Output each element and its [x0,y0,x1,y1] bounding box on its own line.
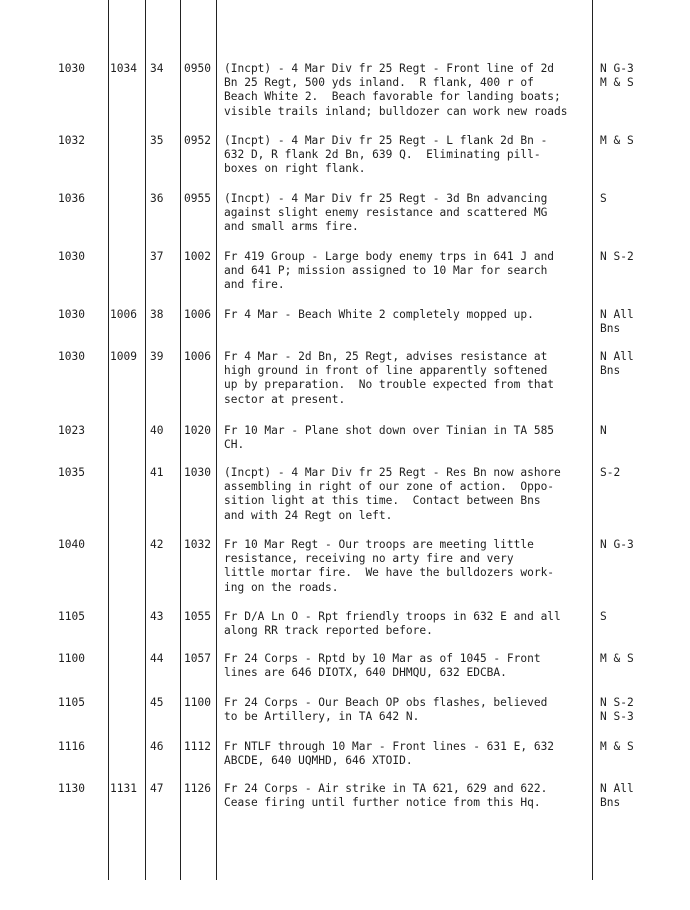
time-of-message: 1057 [184,652,211,665]
message-line: resistance, receiving no arty fire and very [224,552,514,566]
time-of-message: 0950 [184,62,211,75]
message-line: sition light at this time. Contact between Bns [224,494,541,508]
distribution-line: N All [600,350,634,363]
distribution-line: S [600,192,607,205]
distribution [600,250,645,264]
time-of-message: 1055 [184,610,211,623]
distribution [600,192,645,206]
distribution-line: N [600,424,607,437]
message-line: high ground in front of line apparently softened [224,364,548,378]
message-line: up by preparation. No trouble expected from that [224,378,555,392]
message-line: Fr 10 Mar Regt - Our troops are meeting little [224,538,534,551]
message-text [224,610,594,638]
message-text [224,466,594,523]
distribution [600,782,645,810]
message-line: Fr 24 Corps - Air strike in TA 621, 629 and 622. [224,782,548,795]
time-of-message: 1006 [184,350,211,363]
message-text [224,652,594,680]
time-alternate: 1034 [110,62,137,75]
distribution [600,134,645,148]
time-received: 1105 [58,696,85,709]
distribution-line: Bns [600,796,621,810]
serial-number: 34 [150,62,164,75]
message-line: Fr D/A Ln O - Rpt friendly troops in 632 E and all [224,610,561,623]
serial-number: 45 [150,696,164,709]
serial-number: 46 [150,740,164,753]
serial-number: 37 [150,250,164,263]
time-received: 1035 [58,466,85,479]
message-text [224,308,594,322]
distribution-line: M & S [600,740,634,753]
distribution-line: N All [600,782,634,795]
serial-number: 43 [150,610,164,623]
serial-number: 47 [150,782,164,795]
distribution-line: M & S [600,134,634,147]
time-of-message: 0955 [184,192,211,205]
message-line: Fr 419 Group - Large body enemy trps in 641 J and [224,250,555,263]
time-alternate: 1009 [110,350,137,363]
time-received: 1105 [58,610,85,623]
distribution-line: N S-3 [600,710,634,724]
time-of-message: 1030 [184,466,211,479]
serial-number: 44 [150,652,164,665]
message-line: Fr 4 Mar - 2d Bn, 25 Regt, advises resistance at [224,350,548,363]
time-received: 1030 [58,308,85,321]
message-line: (Incpt) - 4 Mar Div fr 25 Regt - 3d Bn advancing [224,192,548,205]
distribution [600,740,645,754]
message-line: boxes on right flank. [224,162,366,176]
message-line: visible trails inland; bulldozer can work new roads [224,104,568,118]
message-text [224,134,594,177]
message-line: Fr 10 Mar - Plane shot down over Tinian in TA 585 [224,424,555,437]
message-text [224,740,594,768]
distribution-line: Bns [600,364,621,378]
serial-number: 35 [150,134,164,147]
message-text [224,782,594,810]
distribution [600,350,645,378]
time-received: 1030 [58,62,85,75]
distribution-line: Bns [600,322,621,336]
message-line: (Incpt) - 4 Mar Div fr 25 Regt - Front line of 2d [224,62,555,75]
message-line: Fr NTLF through 10 Mar - Front lines - 631 E, 632 [224,740,555,753]
time-of-message: 1100 [184,696,211,709]
distribution-line: N All [600,308,634,321]
message-text [224,192,594,235]
column-rule [180,0,181,880]
message-text [224,696,594,724]
message-line: along RR track reported before. [224,624,433,638]
message-line: Beach White 2. Beach favorable for landing boats; [224,90,561,104]
distribution [600,62,645,90]
serial-number: 40 [150,424,164,437]
distribution-line: N S-2 [600,250,634,263]
message-line: CH. [224,438,245,452]
message-line: Cease firing until further notice from this Hq. [224,796,541,810]
serial-number: 38 [150,308,164,321]
time-of-message: 1002 [184,250,211,263]
message-line: Fr 24 Corps - Our Beach OP obs flashes, believed [224,696,548,709]
time-received: 1040 [58,538,85,551]
time-of-message: 0952 [184,134,211,147]
time-received: 1116 [58,740,85,753]
message-line: sector at present. [224,392,346,406]
message-line: and small arms fire. [224,220,359,234]
message-line: against slight enemy resistance and scattered MG [224,206,548,220]
message-line: and 641 P; mission assigned to 10 Mar for search [224,264,548,278]
serial-number: 41 [150,466,164,479]
message-line: (Incpt) - 4 Mar Div fr 25 Regt - Res Bn now ashore [224,466,561,479]
message-line: 632 D, R flank 2d Bn, 639 Q. Eliminating pill- [224,148,541,162]
message-line: (Incpt) - 4 Mar Div fr 25 Regt - L flank 2d Bn - [224,134,548,147]
serial-number: 36 [150,192,164,205]
message-line: and fire. [224,278,285,292]
serial-number: 42 [150,538,164,551]
distribution [600,424,645,438]
column-rule [216,0,217,880]
time-of-message: 1126 [184,782,211,795]
time-of-message: 1032 [184,538,211,551]
time-alternate: 1131 [110,782,137,795]
time-of-message: 1112 [184,740,211,753]
time-received: 1023 [58,424,85,437]
distribution [600,538,645,552]
time-of-message: 1020 [184,424,211,437]
message-line: Bn 25 Regt, 500 yds inland. R flank, 400 r of [224,76,534,90]
column-rule [108,0,109,880]
serial-number: 39 [150,350,164,363]
message-line: to be Artillery, in TA 642 N. [224,710,420,724]
message-line: ing on the roads. [224,580,339,594]
time-received: 1130 [58,782,85,795]
time-of-message: 1006 [184,308,211,321]
distribution-line: M & S [600,652,634,665]
message-line: Fr 4 Mar - Beach White 2 completely mopped up. [224,308,534,321]
message-line: Fr 24 Corps - Rptd by 10 Mar as of 1045 - Front [224,652,541,665]
distribution-line: S-2 [600,466,621,479]
time-received: 1030 [58,250,85,263]
message-text [224,62,594,119]
message-text [224,424,594,452]
distribution-line: N G-3 [600,62,634,75]
distribution [600,696,645,724]
time-received: 1032 [58,134,85,147]
distribution [600,610,645,624]
distribution-line: M & S [600,76,634,90]
message-line: assembling in right of our zone of action. Oppo- [224,480,555,494]
time-received: 1100 [58,652,85,665]
time-alternate: 1006 [110,308,137,321]
distribution [600,308,645,336]
distribution-line: N S-2 [600,696,634,709]
message-text [224,538,594,595]
distribution [600,652,645,666]
distribution-line: S [600,610,607,623]
time-received: 1036 [58,192,85,205]
message-text [224,350,594,407]
message-line: lines are 646 DIOTX, 640 DHMQU, 632 EDCBA. [224,666,507,680]
column-rule [145,0,146,880]
message-line: ABCDE, 640 UQMHD, 646 XTOID. [224,754,413,768]
distribution [600,466,645,480]
time-received: 1030 [58,350,85,363]
message-line: and with 24 Regt on left. [224,508,393,522]
distribution-line: N G-3 [600,538,634,551]
message-text [224,250,594,293]
message-line: little mortar fire. We have the bulldozers work- [224,566,555,580]
